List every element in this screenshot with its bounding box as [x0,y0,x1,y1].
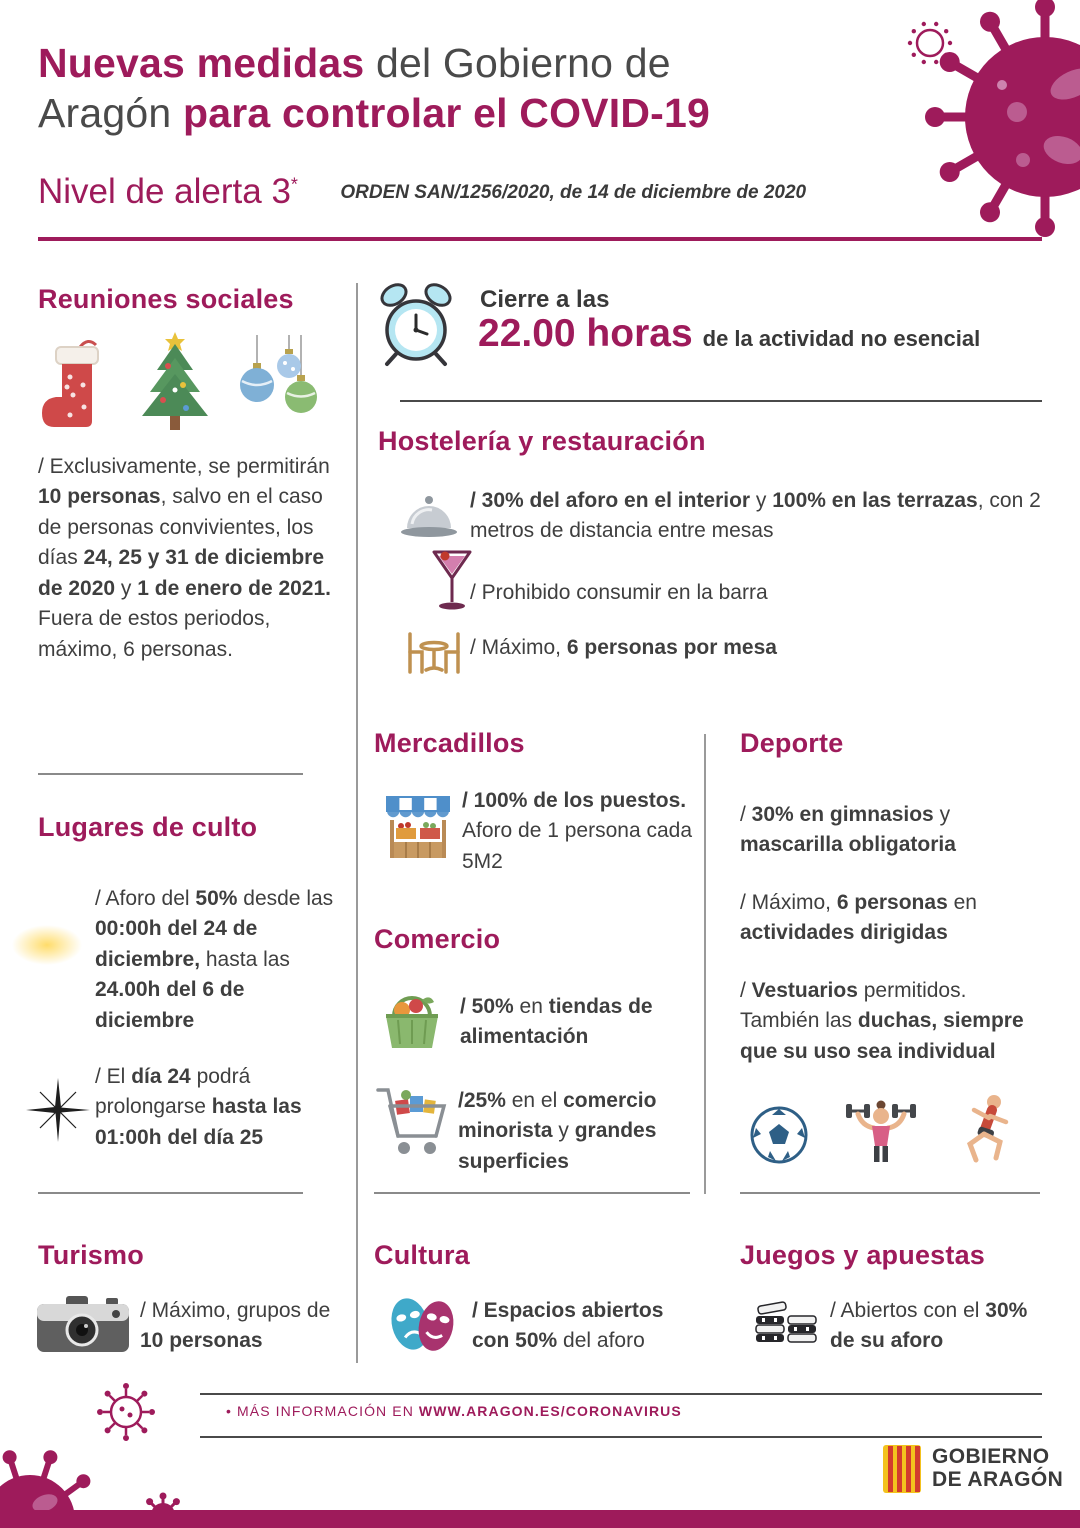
section-title-comercio: Comercio [374,924,501,954]
deporte-text-1: / 30% en gimnasios y mascarilla obligatoria [740,803,956,857]
divider [374,1192,690,1194]
camera-icon [36,1292,131,1356]
bottom-accent-bar [0,1510,1080,1528]
grocery-basket-icon [378,986,446,1052]
section-title-cultura: Cultura [374,1240,470,1270]
soccer-ball-icon [748,1104,810,1166]
table-chairs-icon [398,626,470,678]
deporte-text-2: / Máximo, 6 personas en actividades dirigidas [740,891,977,945]
hosteleria-text-1: / 30% del aforo en el interior y 100% en las terrazas, con 2 metros de distancia entre mesas [470,489,1041,543]
poker-chips-icon [752,1292,820,1352]
comercio-text-1: / 50% en tiendas de alimentación [460,995,653,1049]
running-icon [952,1092,1018,1166]
reuniones-text: / Exclusivamente, se permitirán 10 personas, salvo en el caso de personas convivientes, los días 24, 25 y 31 de diciembre de 2020 y 1 de enero de 2021. Fuera de estos periodos, máximo, 6 personas. [38,455,332,661]
page-title-line1: Nuevas medidas del Gobierno de [38,40,671,86]
cocktail-icon [428,546,476,616]
header-rule [38,237,1042,241]
logo-text [932,1446,1063,1491]
alert-level: Nivel de alerta 3* [38,172,298,211]
alert-row [38,172,1018,212]
order-reference: ORDEN SAN/1256/2020, de 14 de diciembre de 2020 [340,182,807,203]
footer-info: • MÁS INFORMACIÓN EN WWW.ARAGON.ES/CORONAVIRUS [226,1403,682,1419]
aragon-flag-icon [882,1444,922,1494]
culto-text-1: / Aforo del 50% desde las 00:00h del 24 de diciembre, hasta las 24.00h del 6 de diciembre [95,887,334,1032]
divider [400,400,1042,402]
baubles-icon [239,335,317,435]
page-title [38,38,878,138]
section-title-juegos: Juegos y apuestas [740,1240,986,1270]
deporte-text-3: / Vestuarios permitidos. También las duchas, siempre que su uso sea individual [740,979,1024,1063]
juegos-text: / Abiertos con el 30% de su aforo [830,1299,1028,1353]
section-title-reuniones: Reuniones sociales [38,284,294,314]
divider [200,1436,1042,1438]
market-stall-icon [382,792,454,864]
star-sparkle-icon [26,1078,90,1142]
virus-outline-icon [96,1382,156,1442]
alarm-clock-icon [372,280,460,368]
cultura-text: / Espacios abiertos con 50% del aforo [472,1299,664,1353]
divider [740,1192,1040,1194]
christmas-tree-icon [128,330,223,435]
divider [200,1393,1042,1395]
theater-masks-icon [380,1290,464,1360]
section-title-mercadillos: Mercadillos [374,728,525,758]
shopping-cart-icon [374,1082,454,1168]
turismo-text: / Máximo, grupos de 10 personas [140,1299,331,1353]
deporte-icons [748,1092,1018,1166]
culto-text-2: / El día 24 podrá prolongarse hasta las 01:00h del día 25 [95,1065,302,1149]
mercadillos-text: / 100% de los puestos. Aforo de 1 persona cada 5M2 [462,789,692,873]
comercio-text-2: /25% en el comercio minorista y grandes superficies [458,1089,657,1173]
section-title-culto: Lugares de culto [38,812,258,842]
candle-glow-icon [12,925,82,965]
divider [38,1192,303,1194]
divider [38,773,303,775]
closure-time: 22.00 horas [478,312,693,355]
christmas-stocking-icon [40,335,112,435]
logo-line1: GOBIERNO [932,1445,1050,1469]
cloche-icon [398,490,460,544]
closure-time-row [478,312,1048,356]
weightlifting-icon [844,1092,918,1166]
section-title-turismo: Turismo [38,1240,144,1270]
reuniones-icons [40,330,317,435]
hosteleria-text-3: / Máximo, 6 personas por mesa [470,636,777,659]
section-title-hosteleria: Hostelería y restauración [378,426,706,456]
section-title-deporte: Deporte [740,728,844,758]
closure-intro: Cierre a las [480,286,610,313]
hosteleria-text-2: / Prohibido consumir en la barra [470,581,768,604]
closure-scope: de la actividad no esencial [702,326,981,351]
gobierno-aragon-logo [882,1444,1063,1494]
alert-asterisk: * [290,174,298,195]
column-divider-left [356,283,358,1363]
logo-line2: DE ARAGÓN [932,1468,1064,1491]
page-title-line2: Aragón para controlar el COVID-19 [38,90,710,137]
